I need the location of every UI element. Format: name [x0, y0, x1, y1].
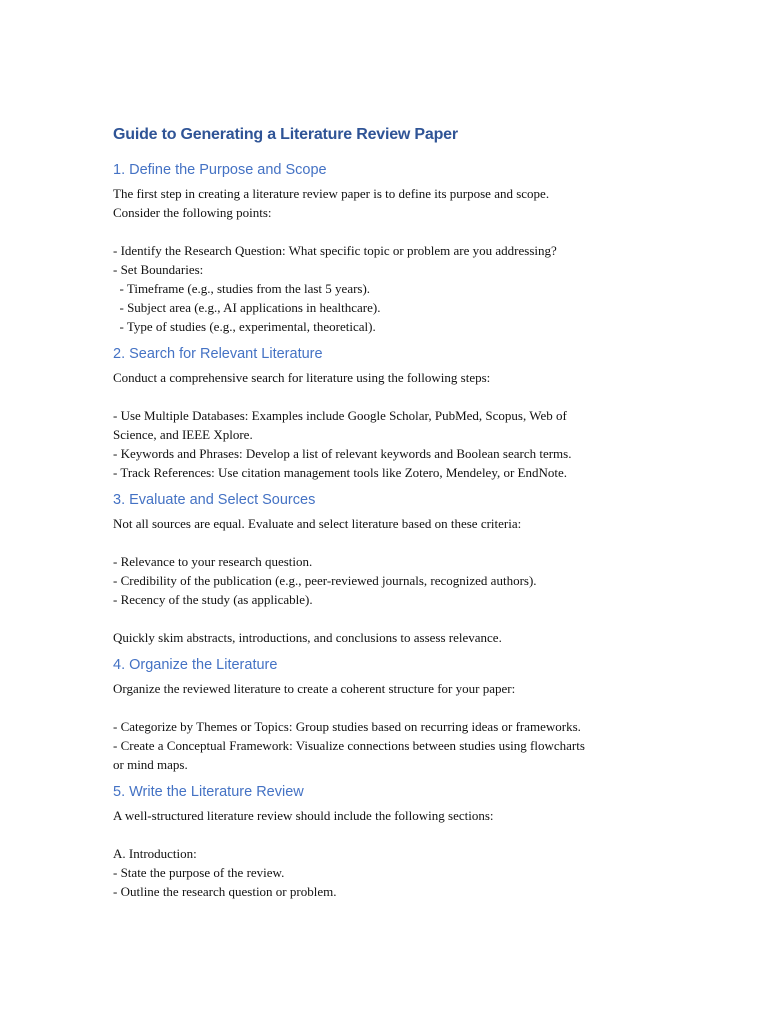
document-title: Guide to Generating a Literature Review Paper — [113, 126, 458, 143]
list-item: - Recency of the study (as applicable). — [113, 592, 313, 607]
list-item: - Keywords and Phrases: Develop a list of relevant keywords and Boolean search terms. — [113, 446, 572, 461]
section-heading: 4. Organize the Literature — [113, 657, 278, 673]
paragraph-line: Not all sources are equal. Evaluate and select literature based on these criteria: — [113, 516, 522, 531]
list-item: - Timeframe (e.g., studies from the last 5 years). — [113, 281, 371, 296]
list-item: A. Introduction: — [113, 846, 197, 861]
paragraph-line: Conduct a comprehensive search for literature using the following steps: — [113, 370, 491, 385]
list-item: - State the purpose of the review. — [113, 865, 285, 880]
list-item: - Type of studies (e.g., experimental, theoretical). — [113, 319, 376, 334]
paragraph-line: Organize the reviewed literature to create a coherent structure for your paper: — [113, 681, 516, 696]
section-heading: 2. Search for Relevant Literature — [113, 346, 323, 362]
list-item: - Use Multiple Databases: Examples include Google Scholar, PubMed, Scopus, Web of — [113, 408, 567, 423]
section-heading: 1. Define the Purpose and Scope — [113, 162, 327, 178]
paragraph-line: The first step in creating a literature review paper is to define its purpose and scope. — [113, 186, 550, 201]
list-item: - Credibility of the publication (e.g., peer-reviewed journals, recognized authors). — [113, 573, 537, 588]
list-item: Science, and IEEE Xplore. — [113, 427, 253, 442]
list-item: - Track References: Use citation management tools like Zotero, Mendeley, or EndNote. — [113, 465, 568, 480]
list-item: or mind maps. — [113, 757, 188, 772]
section-evaluate-sources — [113, 490, 653, 647]
section-write-review — [113, 782, 653, 901]
section-heading: 5. Write the Literature Review — [113, 784, 304, 800]
section-heading: 3. Evaluate and Select Sources — [113, 492, 316, 508]
list-item: - Outline the research question or problem. — [113, 884, 337, 899]
paragraph-line: A well-structured literature review should include the following sections: — [113, 808, 494, 823]
list-item: - Identify the Research Question: What specific topic or problem are you addressing? — [113, 243, 557, 258]
section-define-purpose — [113, 160, 653, 336]
list-item: - Set Boundaries: — [113, 262, 204, 277]
paragraph-line: Quickly skim abstracts, introductions, and conclusions to assess relevance. — [113, 630, 502, 645]
document-page — [113, 124, 653, 901]
list-item: - Categorize by Themes or Topics: Group studies based on recurring ideas or frameworks. — [113, 719, 581, 734]
section-organize-literature — [113, 655, 653, 774]
list-item: - Relevance to your research question. — [113, 554, 313, 569]
paragraph-line: Consider the following points: — [113, 205, 272, 220]
list-item: - Create a Conceptual Framework: Visualize connections between studies using flowcharts — [113, 738, 585, 753]
list-item: - Subject area (e.g., AI applications in healthcare). — [113, 300, 381, 315]
section-search-literature — [113, 344, 653, 482]
